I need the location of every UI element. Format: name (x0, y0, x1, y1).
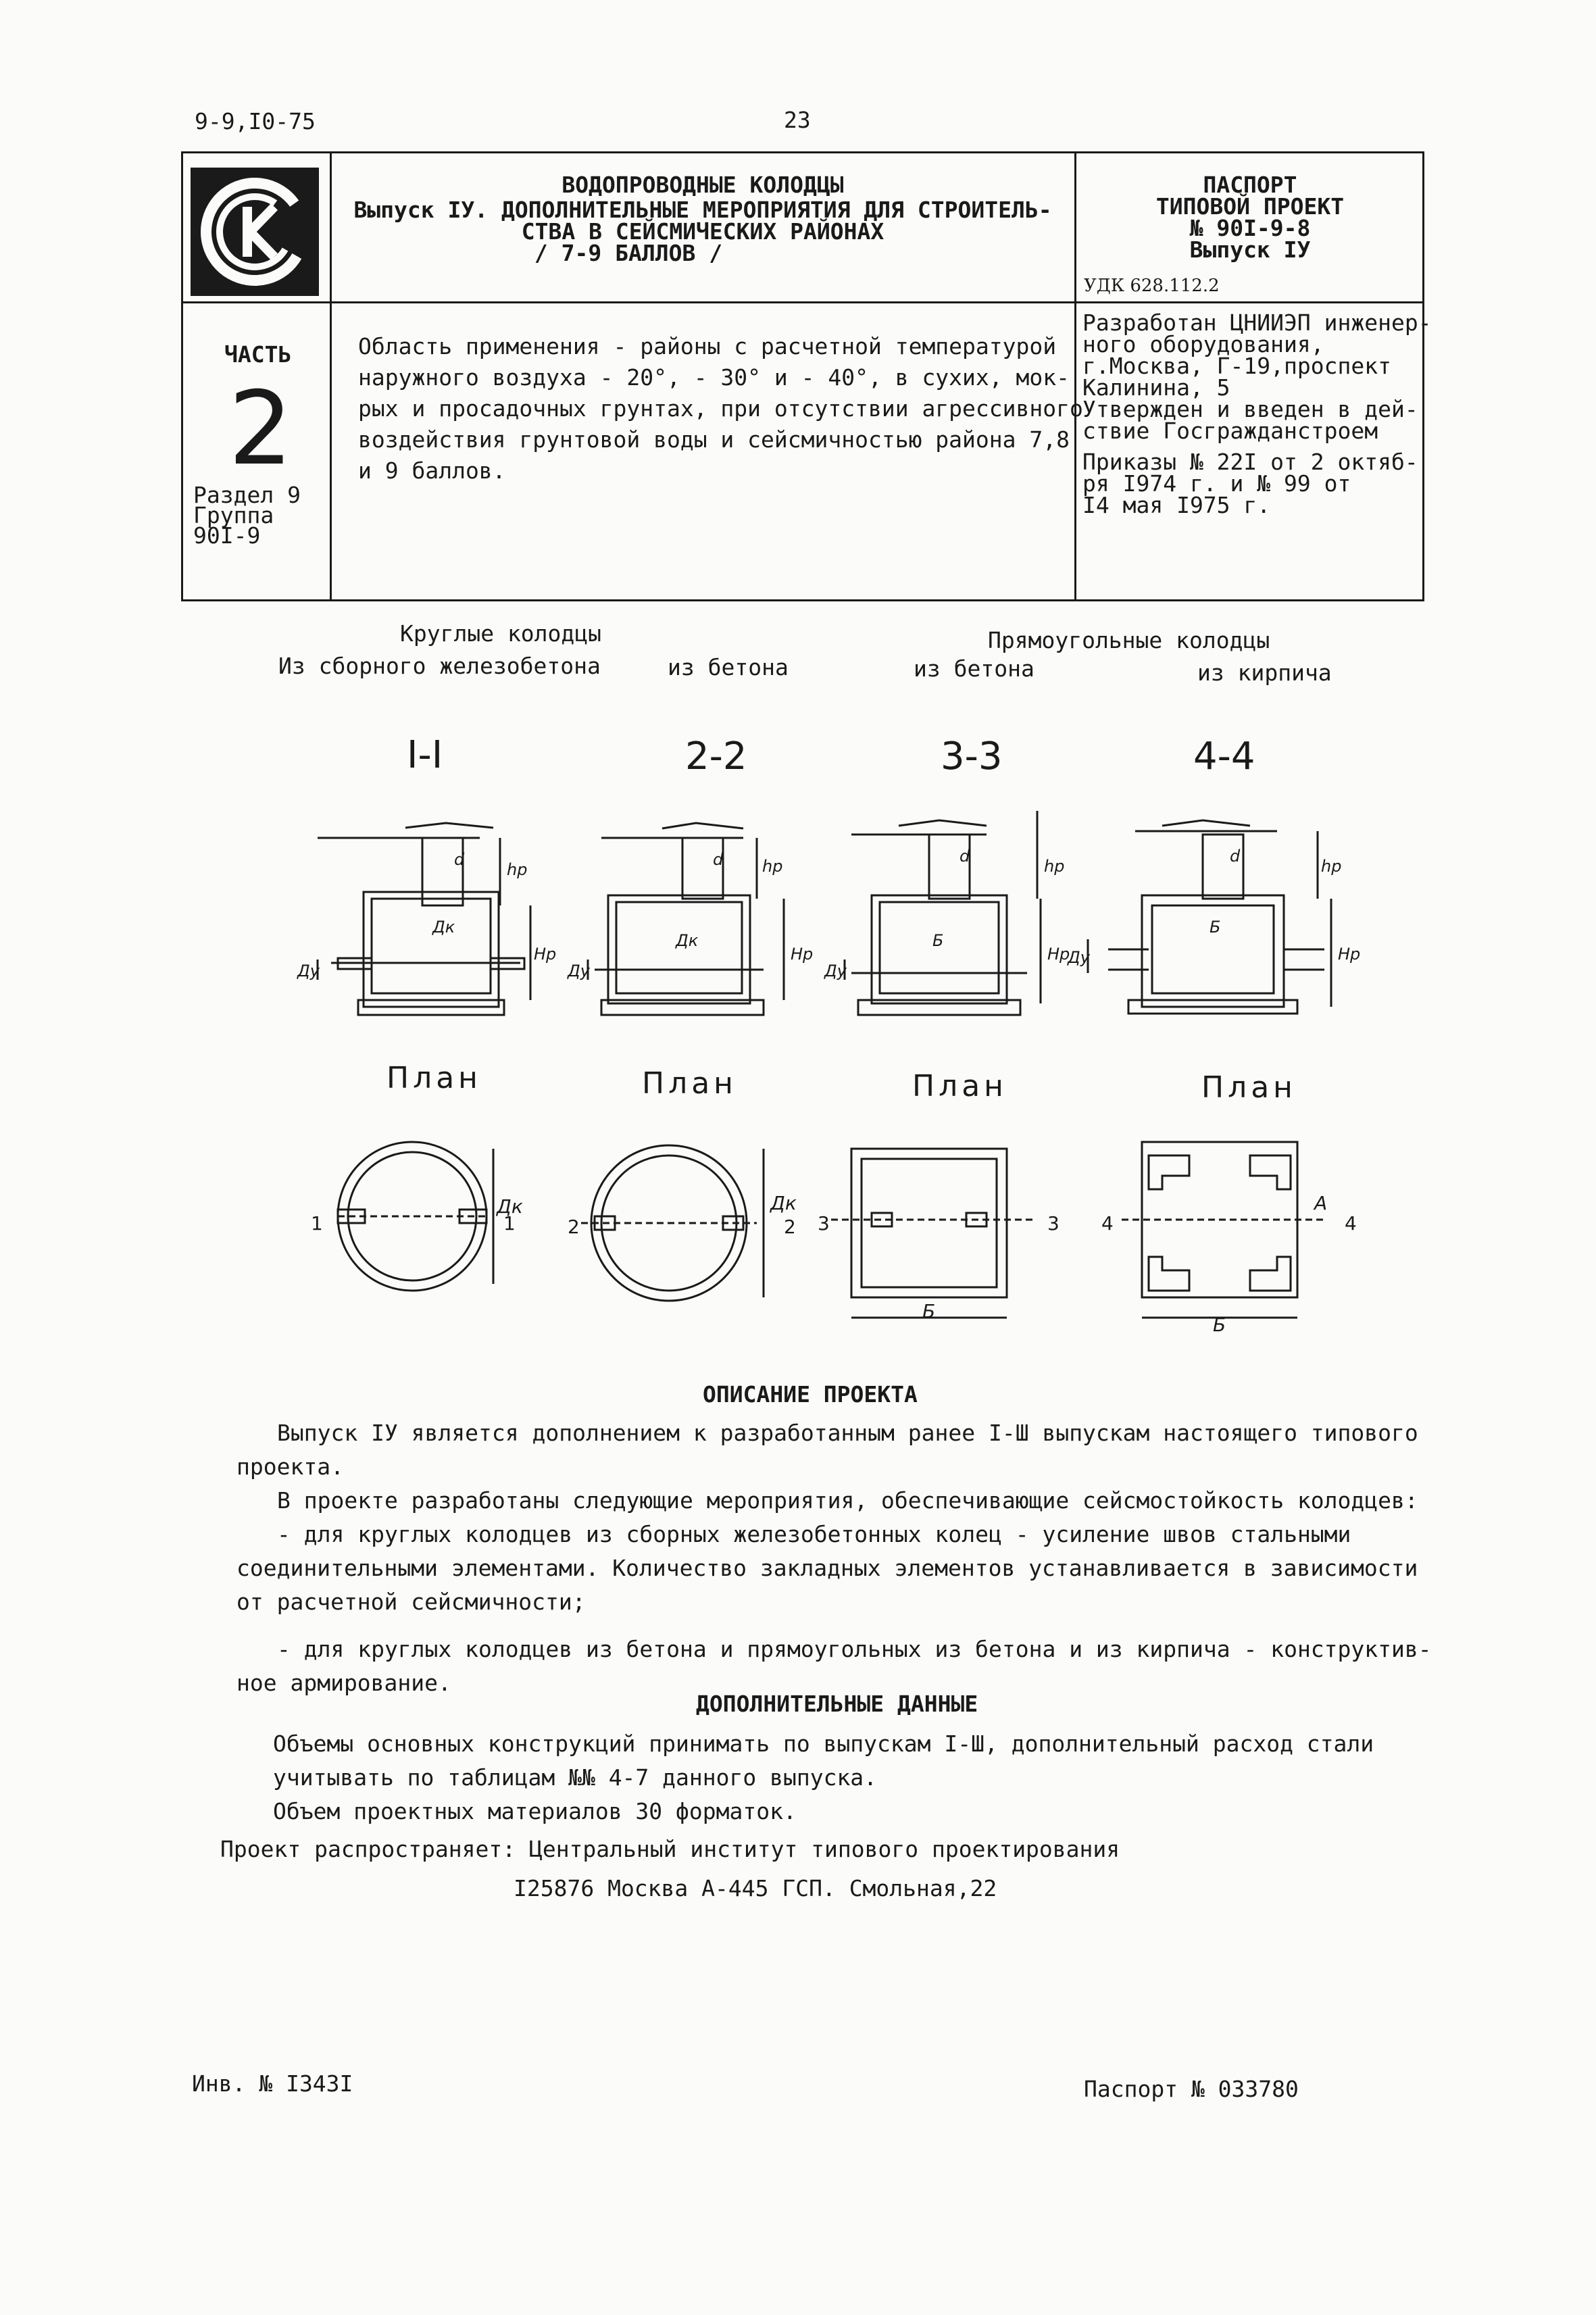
section-label-2: 2-2 (685, 735, 747, 778)
dim-d-1: d (454, 850, 465, 869)
dim-dk-1: Дк (432, 918, 455, 937)
plan-1-drawing (338, 1142, 493, 1291)
dim-hr-3: hр (1044, 857, 1065, 876)
section-3-drawing (845, 811, 1041, 1015)
distributor-block: Проект распространяет: Центральный институт типового проектирования I25876 Москва А-445 ГСП. Смольная,22 (220, 1836, 1120, 1901)
plan-marker-3-left: 3 (818, 1212, 830, 1235)
dim-hr-2: hр (762, 857, 783, 876)
dim-du-2: Ду (568, 962, 590, 980)
heading-round-concrete: из бетона (668, 654, 789, 680)
plan-3-drawing (831, 1149, 1034, 1318)
passport-number: Паспорт № 033780 (1084, 2076, 1299, 2102)
heading-rect-wells: Прямоугольные колодцы (988, 627, 1270, 653)
plan-dim-b-3: Б (922, 1300, 936, 1322)
developer-block: Разработан ЦНИИЭП инженер- ного оборудования, г.Москва, Г-19,проспект Калинина, 5 Утвержден и введен в дей- ствие Госгражданстроем Приказы № 22I от 2 октяб- ря I974 г. и № 99 от I4 мая I975 г. (1082, 309, 1432, 518)
plan-label-4: План (1201, 1070, 1297, 1105)
dim-Hr-2: Нр (791, 945, 814, 964)
plan-dim-dk-1: Дк (497, 1195, 523, 1218)
heading-rect-brick: из кирпича (1197, 659, 1332, 686)
part-number: 2 (228, 370, 293, 488)
plan-4-drawing (1122, 1142, 1324, 1318)
dim-b-4: Б (1210, 918, 1221, 937)
dim-hr-1: hр (507, 860, 528, 879)
plan-label-2: План (642, 1066, 737, 1101)
part-label: ЧАСТЬ (224, 341, 292, 368)
page-number: 23 (784, 107, 811, 133)
plan-label-3: План (912, 1069, 1007, 1103)
heading-rect-concrete: из бетона (914, 655, 1034, 682)
passport-block: ПАСПОРТ ТИПОВОЙ ПРОЕКТ № 90I-9-8 Выпуск IУ (1155, 172, 1345, 263)
udk-code: УДК 628.112.2 (1084, 276, 1220, 296)
section-label-1: I-I (407, 733, 443, 777)
section-4-drawing (1088, 820, 1331, 1014)
section-label-4: 4-4 (1193, 735, 1255, 778)
dim-du-1: Ду (297, 962, 320, 980)
additional-heading: ДОПОЛНИТЕЛЬНЫЕ ДАННЫЕ (696, 1691, 978, 1717)
additional-body: Объемы основных конструкций принимать по выпускам I-Ш, дополнительный расход стали учитывать по таблицам №№ 4-7 данного выпуска. Объем проектных материалов 30 форматок. (273, 1731, 1374, 1824)
dim-d-4: d (1230, 847, 1241, 866)
header-title: ВОДОПРОВОДНЫЕ КОЛОДЦЫ Выпуск IУ. ДОПОЛНИТЕЛЬНЫЕ МЕРОПРИЯТИЯ ДЛЯ СТРОИТЕЛЬ- СТВА В СЕЙСМИЧЕСКИХ РАЙОНАХ / 7-9 БАЛЛОВ / (353, 172, 1052, 266)
plan-marker-4-right: 4 (1345, 1212, 1357, 1235)
application-area: Область применения - районы с расчетной температурой наружного воздуха - 20°, - 30° и - 40°, в сухих, мок- рых и просадочных грунтах, при отсутствии агрессивного воздействия грунтовой воды и сейсмичностью района 7,8 и 9 баллов. (358, 333, 1083, 484)
dim-du-4: Ду (1068, 948, 1090, 967)
series-code: 9-9,I0-75 (195, 108, 316, 134)
plan-marker-1-left: 1 (311, 1212, 323, 1235)
section-label-3: 3-3 (941, 735, 1003, 778)
plan-drawings (291, 1115, 1439, 1338)
plan-dim-dk-2: Дк (770, 1192, 797, 1214)
plan-marker-2-left: 2 (568, 1216, 580, 1238)
plan-dim-b-4: Б (1213, 1314, 1226, 1336)
publisher-logo (191, 168, 319, 296)
heading-round-wells: Круглые колодцы (400, 620, 602, 647)
dim-d-2: d (713, 850, 724, 869)
section-group: Раздел 9 Группа 90I-9 (193, 482, 301, 549)
plan-marker-2-right: 2 (784, 1216, 796, 1238)
heading-round-precast: Из сборного железобетона (278, 653, 601, 679)
description-heading: ОПИСАНИЕ ПРОЕКТА (703, 1381, 918, 1408)
dim-Hr-3: Нр (1047, 945, 1070, 964)
plan-2-drawing (581, 1145, 764, 1301)
dim-Hr-4: Нр (1338, 945, 1361, 964)
plan-label-1: План (386, 1061, 482, 1095)
dim-hr-4: hр (1321, 857, 1342, 876)
dim-dk-2: Дк (676, 931, 699, 950)
dim-du-3: Ду (824, 962, 847, 980)
dim-d-3: d (959, 847, 970, 866)
dim-Hr-1: Нр (534, 945, 557, 964)
plan-marker-1-right: 1 (503, 1212, 516, 1235)
plan-marker-4-left: 4 (1101, 1212, 1114, 1235)
plan-marker-3-right: 3 (1047, 1212, 1059, 1235)
inventory-number: Инв. № I343I (192, 2070, 353, 2097)
section-2-drawing (588, 823, 784, 1015)
dim-b-3: Б (932, 931, 944, 950)
section-1-drawing (318, 823, 530, 1015)
plan-dim-a-4: А (1314, 1192, 1328, 1214)
description-body: Выпуск IУ является дополнением к разработанным ранее I-Ш выпускам настоящего типового проекта. В проекте разработаны следующие мероприятия, обеспечивающие сейсмостойкость колодцев: - для круглых колодцев из сборных железобетонных колец - усиление швов стальными соединительными элементами. Количество закладных элементов устанавливается в зависимости от расчетной сейсмичности; - для круглых колодцев из бетона и прямоугольных из бетона и из кирпича - конструктив- ное армирование. (236, 1420, 1432, 1696)
section-drawings (270, 797, 1432, 1027)
